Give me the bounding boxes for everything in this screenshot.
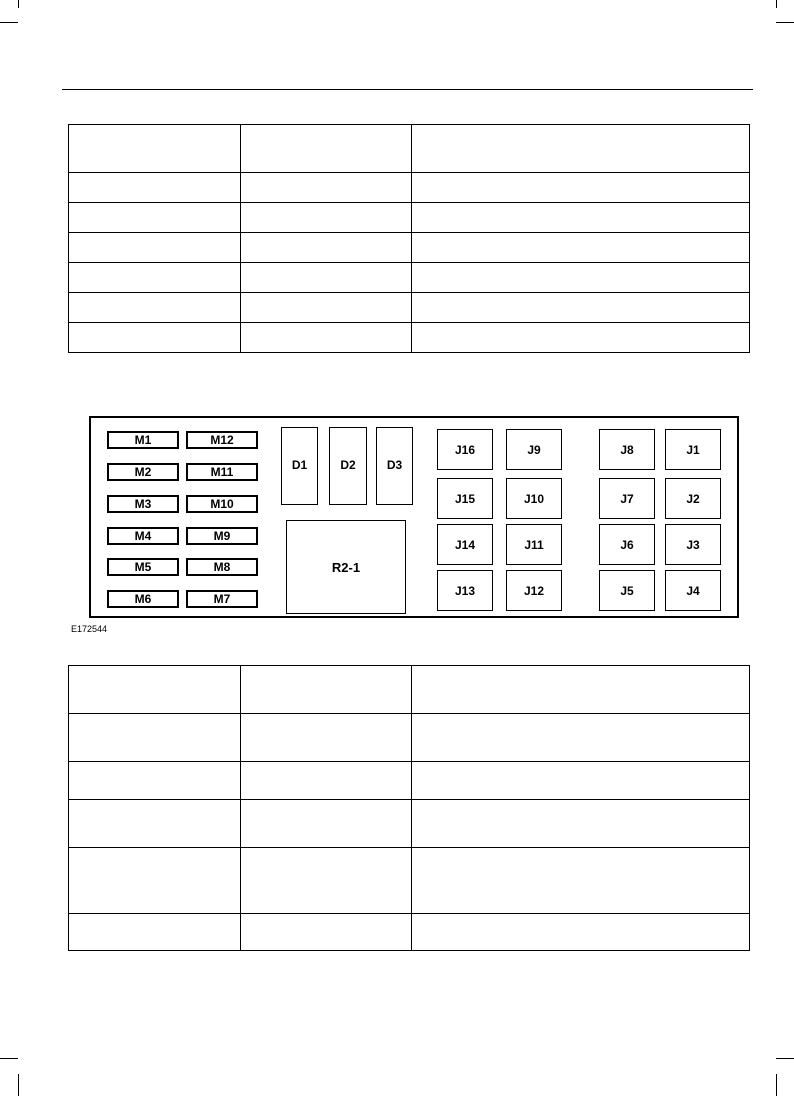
crop-mark xyxy=(18,0,19,8)
jcase-j5: J5 xyxy=(599,570,655,611)
fuse-m11: M11 xyxy=(186,463,258,481)
jcase-j8: J8 xyxy=(599,429,655,470)
jcase-j13: J13 xyxy=(437,570,493,611)
fuse-table-top xyxy=(68,124,750,353)
jcase-j16: J16 xyxy=(437,429,493,470)
diode-d1: D1 xyxy=(281,427,318,505)
diode-d2: D2 xyxy=(329,427,367,505)
crop-mark xyxy=(18,1074,19,1096)
jcase-j2: J2 xyxy=(665,478,721,519)
table-row xyxy=(69,233,750,263)
jcase-j1: J1 xyxy=(665,429,721,470)
jcase-j14: J14 xyxy=(437,524,493,565)
figure-code: E172544 xyxy=(71,624,108,634)
table-row xyxy=(69,293,750,323)
fuse-m9: M9 xyxy=(186,527,258,545)
crop-mark xyxy=(776,22,794,23)
table-row xyxy=(69,173,750,203)
table-row xyxy=(69,203,750,233)
fuse-m1: M1 xyxy=(107,431,179,449)
fuse-m10: M10 xyxy=(186,495,258,513)
table-header-row xyxy=(69,666,750,714)
fuse-m7: M7 xyxy=(186,590,258,608)
table-row xyxy=(69,714,750,762)
jcase-j7: J7 xyxy=(599,478,655,519)
crop-mark xyxy=(776,1074,777,1096)
crop-mark xyxy=(0,1058,18,1059)
fuse-m12: M12 xyxy=(186,431,258,449)
fuse-m8: M8 xyxy=(186,558,258,576)
relay-r2-1: R2-1 xyxy=(286,520,406,614)
fuse-box-diagram xyxy=(89,416,739,618)
crop-mark xyxy=(0,22,18,23)
fuse-m4: M4 xyxy=(107,527,179,545)
jcase-j15: J15 xyxy=(437,478,493,519)
jcase-j3: J3 xyxy=(665,524,721,565)
jcase-j10: J10 xyxy=(506,478,562,519)
table-header-row xyxy=(69,125,750,173)
fuse-m6: M6 xyxy=(107,590,179,608)
fuse-m5: M5 xyxy=(107,558,179,576)
fuse-m3: M3 xyxy=(107,495,179,513)
table-row xyxy=(69,848,750,914)
table-row xyxy=(69,762,750,800)
table-row xyxy=(69,263,750,293)
fuse-m2: M2 xyxy=(107,463,179,481)
jcase-j12: J12 xyxy=(506,570,562,611)
diode-d3: D3 xyxy=(376,427,413,505)
header-rule xyxy=(62,89,753,90)
jcase-j11: J11 xyxy=(506,524,562,565)
fuse-table-bottom xyxy=(68,665,750,951)
crop-mark xyxy=(776,1058,794,1059)
jcase-j6: J6 xyxy=(599,524,655,565)
table-row xyxy=(69,800,750,848)
jcase-j9: J9 xyxy=(506,429,562,470)
table-row xyxy=(69,323,750,353)
table-row xyxy=(69,914,750,951)
crop-mark xyxy=(776,0,777,8)
jcase-j4: J4 xyxy=(665,570,721,611)
